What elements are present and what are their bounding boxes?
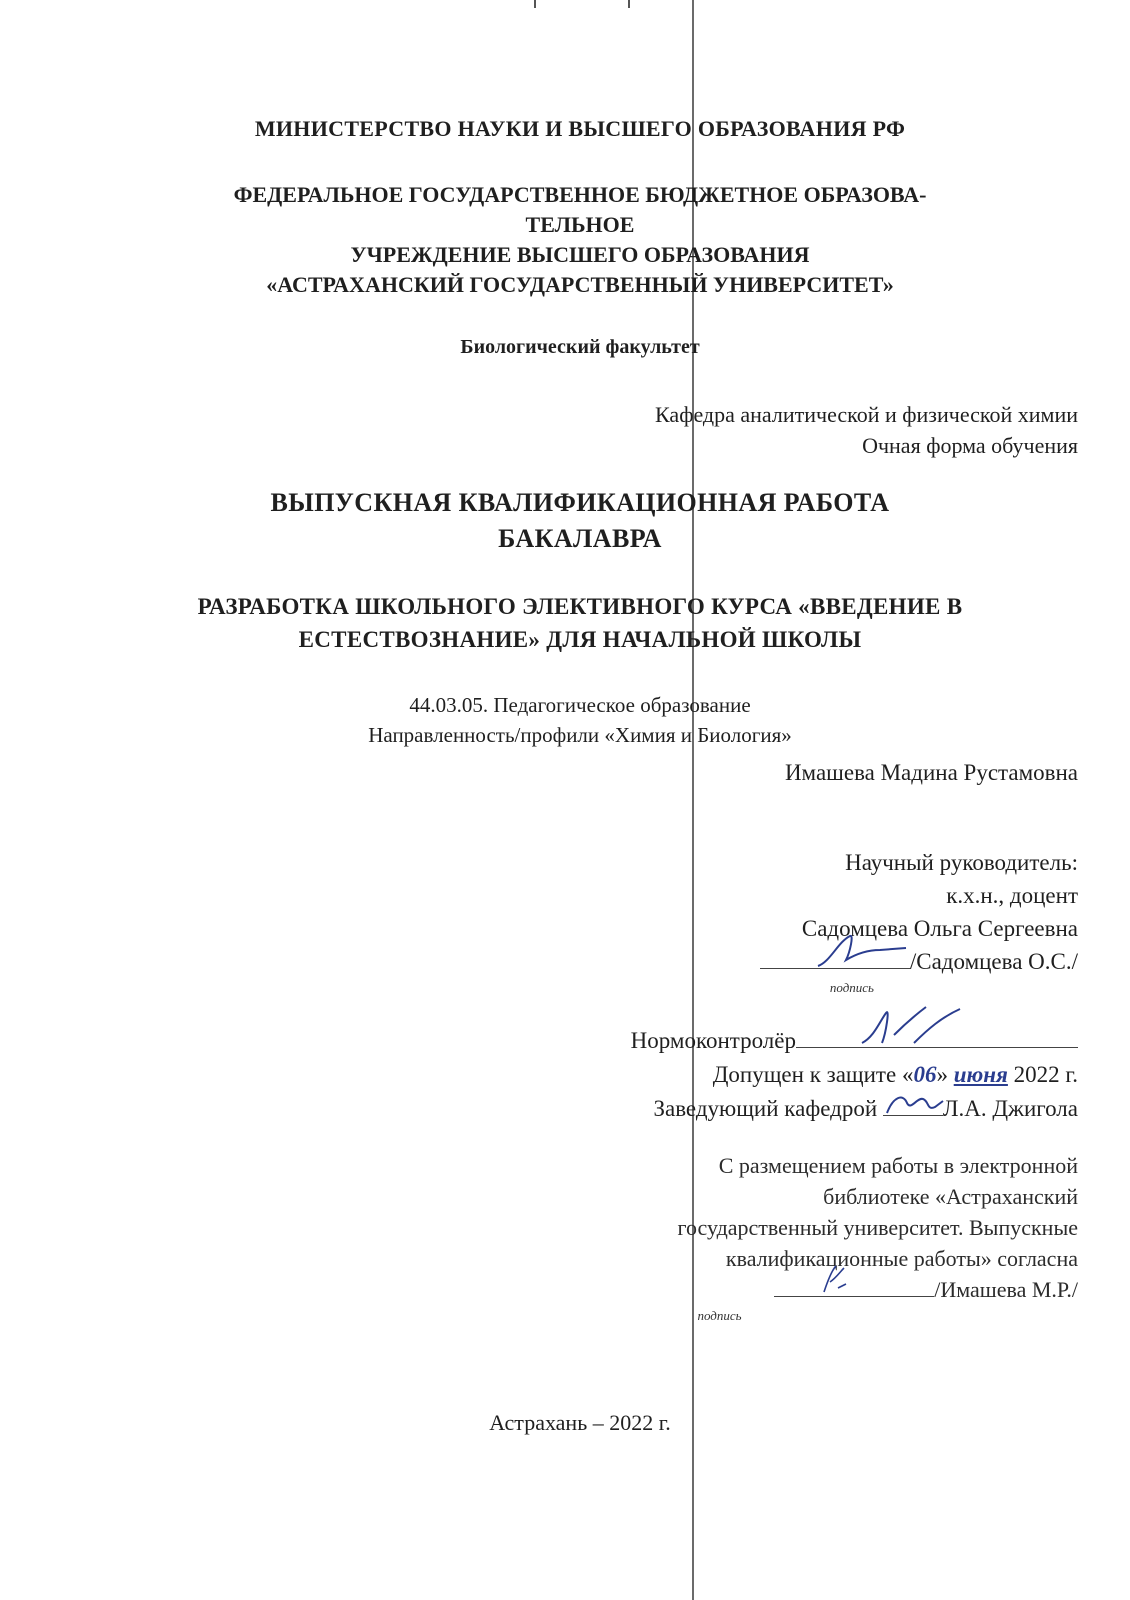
- advisor-degree: к.х.н., доцент: [946, 883, 1078, 908]
- ministry-heading: МИНИСТЕРСТВО НАУКИ И ВЫСШЕГО ОБРАЗОВАНИЯ РФ: [254, 116, 906, 141]
- work-type-line: ВЫПУСКНАЯ КВАЛИФИКАЦИОННАЯ РАБОТА: [270, 488, 890, 517]
- advisor-name: Садомцева Ольга Сергеевна: [801, 916, 1078, 941]
- work-type-line: БАКАЛАВРА: [498, 524, 662, 553]
- org-line: УЧРЕЖДЕНИЕ ВЫСШЕГО ОБРАЗОВАНИЯ: [350, 242, 810, 267]
- specialty-profile: Направленность/профили «Химия и Биология»: [368, 723, 792, 747]
- specialty-code: 44.03.05. Педагогическое образование: [409, 693, 751, 717]
- norm-controller-signature: [856, 1003, 976, 1049]
- scan-mark: [628, 0, 630, 8]
- admitted-month: июня: [953, 1062, 1008, 1087]
- norm-controller-row: [631, 1024, 1078, 1058]
- admitted-label: Допущен к защите «: [712, 1062, 914, 1087]
- scan-mark: [534, 0, 536, 8]
- topic-line: РАЗРАБОТКА ШКОЛЬНОГО ЭЛЕКТИВНОГО КУРСА «ВВЕДЕНИЕ В: [197, 594, 963, 619]
- signature-caption: подпись: [829, 980, 874, 995]
- consent-block: [677, 1150, 1078, 1323]
- advisor-sign-name: /Садомцева О.С./: [909, 949, 1078, 974]
- student-signature-row: [677, 1274, 1078, 1323]
- admitted-year: 2022 г.: [1013, 1062, 1078, 1087]
- admitted-quote: »: [936, 1062, 948, 1087]
- thesis-topic: [80, 590, 1080, 656]
- department-name: Кафедра аналитической и физической химии: [655, 402, 1078, 427]
- consent-line: С размещением работы в электронной: [718, 1153, 1078, 1178]
- head-name: Л.А. Джигола: [942, 1096, 1078, 1121]
- org-line: ТЕЛЬНОЕ: [525, 212, 635, 237]
- signature-line: [760, 946, 910, 969]
- city-year: Астрахань – 2022 г.: [489, 1410, 671, 1435]
- org-line: «АСТРАХАНСКИЙ ГОСУДАРСТВЕННЫЙ УНИВЕРСИТЕТ»: [266, 272, 894, 297]
- consent-line: квалификационные работы» согласна: [725, 1246, 1078, 1271]
- head-signature: [883, 1089, 947, 1119]
- department-block: [655, 399, 1078, 461]
- study-form: Очная форма обучения: [862, 433, 1078, 458]
- signature-line: [883, 1095, 943, 1116]
- advisor-label: Научный руководитель:: [845, 850, 1078, 875]
- student-sign-name: /Имашева М.Р./: [934, 1277, 1078, 1302]
- advisor-signature-row: [760, 945, 1078, 995]
- admitted-day: 06: [913, 1062, 937, 1087]
- head-of-department-row: [631, 1092, 1078, 1126]
- consent-line: государственный университет. Выпускные: [677, 1215, 1078, 1240]
- admitted-row: [631, 1058, 1078, 1092]
- head-label: Заведующий кафедрой: [653, 1096, 878, 1121]
- signature-line: [774, 1274, 934, 1297]
- specialty-block: [80, 690, 1080, 750]
- signature-line: [796, 1025, 1078, 1048]
- norm-control-block: [631, 1024, 1078, 1126]
- norm-controller-label: Нормоконтролёр: [630, 1028, 796, 1053]
- work-type: [80, 485, 1080, 557]
- topic-line: ЕСТЕСТВОЗНАНИЕ» ДЛЯ НАЧАЛЬНОЙ ШКОЛЫ: [298, 627, 862, 652]
- org-line: ФЕДЕРАЛЬНОЕ ГОСУДАРСТВЕННОЕ БЮДЖЕТНОЕ ОБРАЗОВА-: [233, 182, 927, 207]
- student-name: Имашева Мадина Рустамовна: [784, 760, 1078, 785]
- advisor-block: [760, 846, 1078, 995]
- faculty: Биологический факультет: [460, 336, 700, 358]
- organization-heading: [80, 180, 1080, 300]
- student-signature: [814, 1262, 854, 1298]
- consent-line: библиотеке «Астраханский: [823, 1184, 1078, 1209]
- advisor-signature: [810, 932, 910, 972]
- signature-caption: подпись: [697, 1308, 742, 1323]
